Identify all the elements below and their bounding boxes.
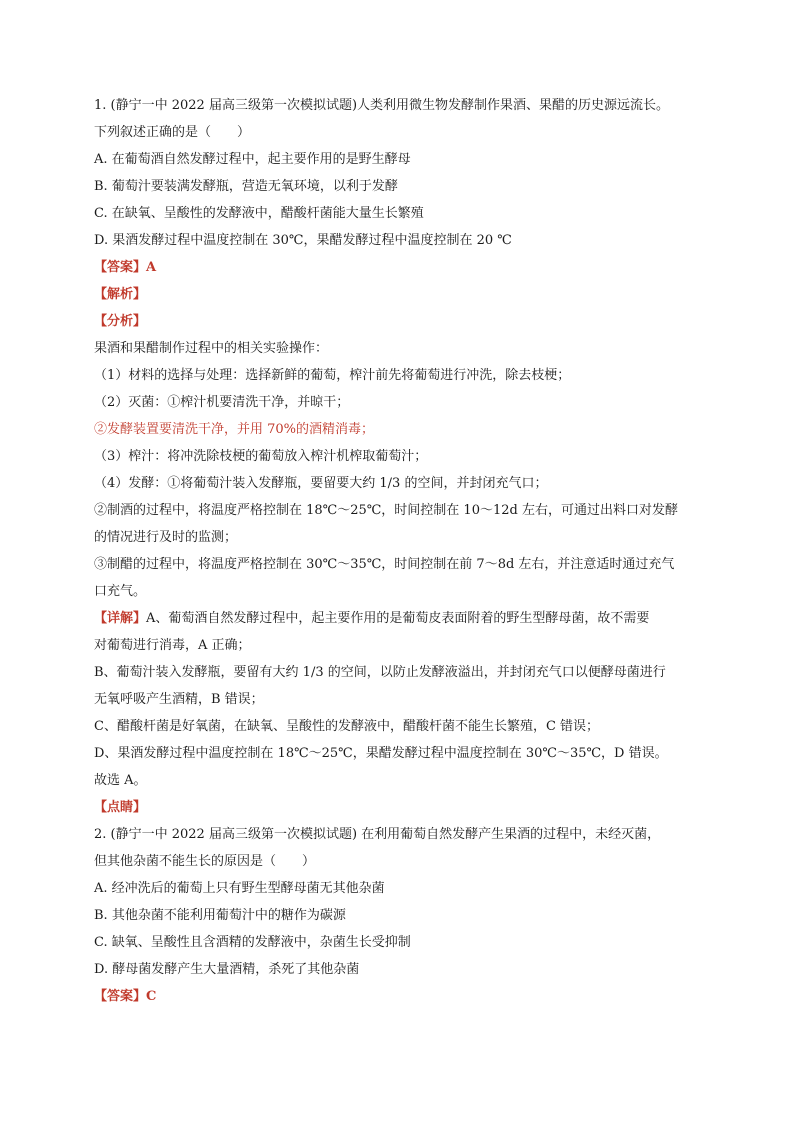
analysis-step-4c-line1: ③制醋的过程中，将温度严格控制在 30℃～35℃，时间控制在前 7～8d 左右，并注意适时通过充气 bbox=[94, 557, 675, 572]
answer-value: C bbox=[146, 989, 157, 1004]
analysis-step-4b-line2: 的情况进行及时的监测； bbox=[94, 530, 238, 545]
question-1-stem-line1: 1. (静宁一中 2022 届高三级第一次模拟试题)人类利用微生物发酵制作果酒、果醋的历史源远流长。 bbox=[94, 98, 670, 113]
detail-c: C、醋酸杆菌是好氧菌，在缺氧、呈酸性的发酵液中，醋酸杆菌不能生长繁殖，C 错误； bbox=[94, 719, 600, 734]
detail-a-text: A、葡萄酒自然发酵过程中，起主要作用的是葡萄皮表面附着的野生型酵母菌，故不需要 bbox=[146, 611, 650, 626]
question-1-option-c: C. 在缺氧、呈酸性的发酵液中，醋酸杆菌能大量生长繁殖 bbox=[94, 206, 424, 221]
dianjing-tag: 【点睛】 bbox=[94, 800, 147, 815]
analysis-step-2: （2）灭菌：①榨汁机要清洗干净，并晾干； bbox=[94, 395, 350, 410]
question-1-option-a: A. 在葡萄酒自然发酵过程中，起主要作用的是野生酵母 bbox=[94, 152, 411, 167]
question-1-option-d: D. 果酒发酵过程中温度控制在 30℃，果醋发酵过程中温度控制在 20 ℃ bbox=[94, 233, 512, 248]
analysis-step-4: （4）发酵：①将葡萄汁装入发酵瓶，要留要大约 1/3 的空间，并封闭充气口； bbox=[94, 476, 548, 491]
question-1 bbox=[94, 92, 704, 821]
jiexi-tag: 【解析】 bbox=[94, 287, 147, 302]
detail-a-line2: 对葡萄进行消毒，A 正确； bbox=[94, 638, 251, 653]
analysis-step-4b-line1: ②制酒的过程中，将温度严格控制在 18℃～25℃，时间控制在 10～12d 左右，可通过出料口对发酵 bbox=[94, 503, 678, 518]
detail-b-line1: B、葡萄汁装入发酵瓶，要留有大约 1/3 的空间，以防止发酵液溢出，并封闭充气口以便酵母菌进行 bbox=[94, 665, 666, 680]
question-2-option-b: B. 其他杂菌不能利用葡萄汁中的糖作为碳源 bbox=[94, 908, 346, 923]
detail-b-line2: 无氧呼吸产生酒精，B 错误； bbox=[94, 692, 264, 707]
question-2-stem-line2: 但其他杂菌不能生长的原因是（ ） bbox=[94, 854, 316, 869]
question-1-answer bbox=[94, 254, 704, 281]
analysis-step-1: （1）材料的选择与处理：选择新鲜的葡萄，榨汁前先将葡萄进行冲洗，除去枝梗； bbox=[94, 368, 571, 383]
question-2-option-d: D. 酵母菌发酵产生大量酒精，杀死了其他杂菌 bbox=[94, 962, 360, 977]
question-2 bbox=[94, 821, 704, 1010]
fenxi-tag: 【分析】 bbox=[94, 314, 147, 329]
fenxi-heading bbox=[94, 308, 704, 335]
detail-conclusion: 故选 A。 bbox=[94, 773, 147, 788]
analysis-intro: 果酒和果醋制作过程中的相关实验操作： bbox=[94, 341, 329, 356]
detail-d: D、果酒发酵过程中温度控制在 18℃～25℃，果醋发酵过程中温度控制在 30℃～35℃，D 错误。 bbox=[94, 746, 668, 761]
answer-tag: 【答案】 bbox=[94, 989, 147, 1004]
analysis-step-3: （3）榨汁：将冲洗除枝梗的葡萄放入榨汁机榨取葡萄汁； bbox=[94, 449, 428, 464]
detail-a-line1 bbox=[94, 605, 704, 632]
dianjing-heading bbox=[94, 794, 704, 821]
analysis-step-4c-line2: 口充气。 bbox=[94, 584, 147, 599]
question-1-option-b: B. 葡萄汁要装满发酵瓶，营造无氧环境，以利于发酵 bbox=[94, 179, 398, 194]
question-2-option-a: A. 经冲洗后的葡萄上只有野生型酵母菌无其他杂菌 bbox=[94, 881, 385, 896]
answer-value: A bbox=[146, 260, 157, 275]
jiexi-heading bbox=[94, 281, 704, 308]
question-2-stem-line1: 2. (静宁一中 2022 届高三级第一次模拟试题) 在利用葡萄自然发酵产生果酒的过程中，未经灭菌， bbox=[94, 827, 661, 842]
question-2-answer bbox=[94, 983, 704, 1010]
question-1-stem-line2: 下列叙述正确的是（ ） bbox=[94, 125, 251, 140]
analysis-step-2b: ②发酵装置要清洗干净，并用 70%的酒精消毒； bbox=[94, 422, 375, 437]
question-2-option-c: C. 缺氧、呈酸性且含酒精的发酵液中，杂菌生长受抑制 bbox=[94, 935, 411, 950]
detail-tag: 【详解】 bbox=[94, 611, 147, 626]
answer-tag: 【答案】 bbox=[94, 260, 147, 275]
document-page bbox=[94, 92, 704, 1010]
